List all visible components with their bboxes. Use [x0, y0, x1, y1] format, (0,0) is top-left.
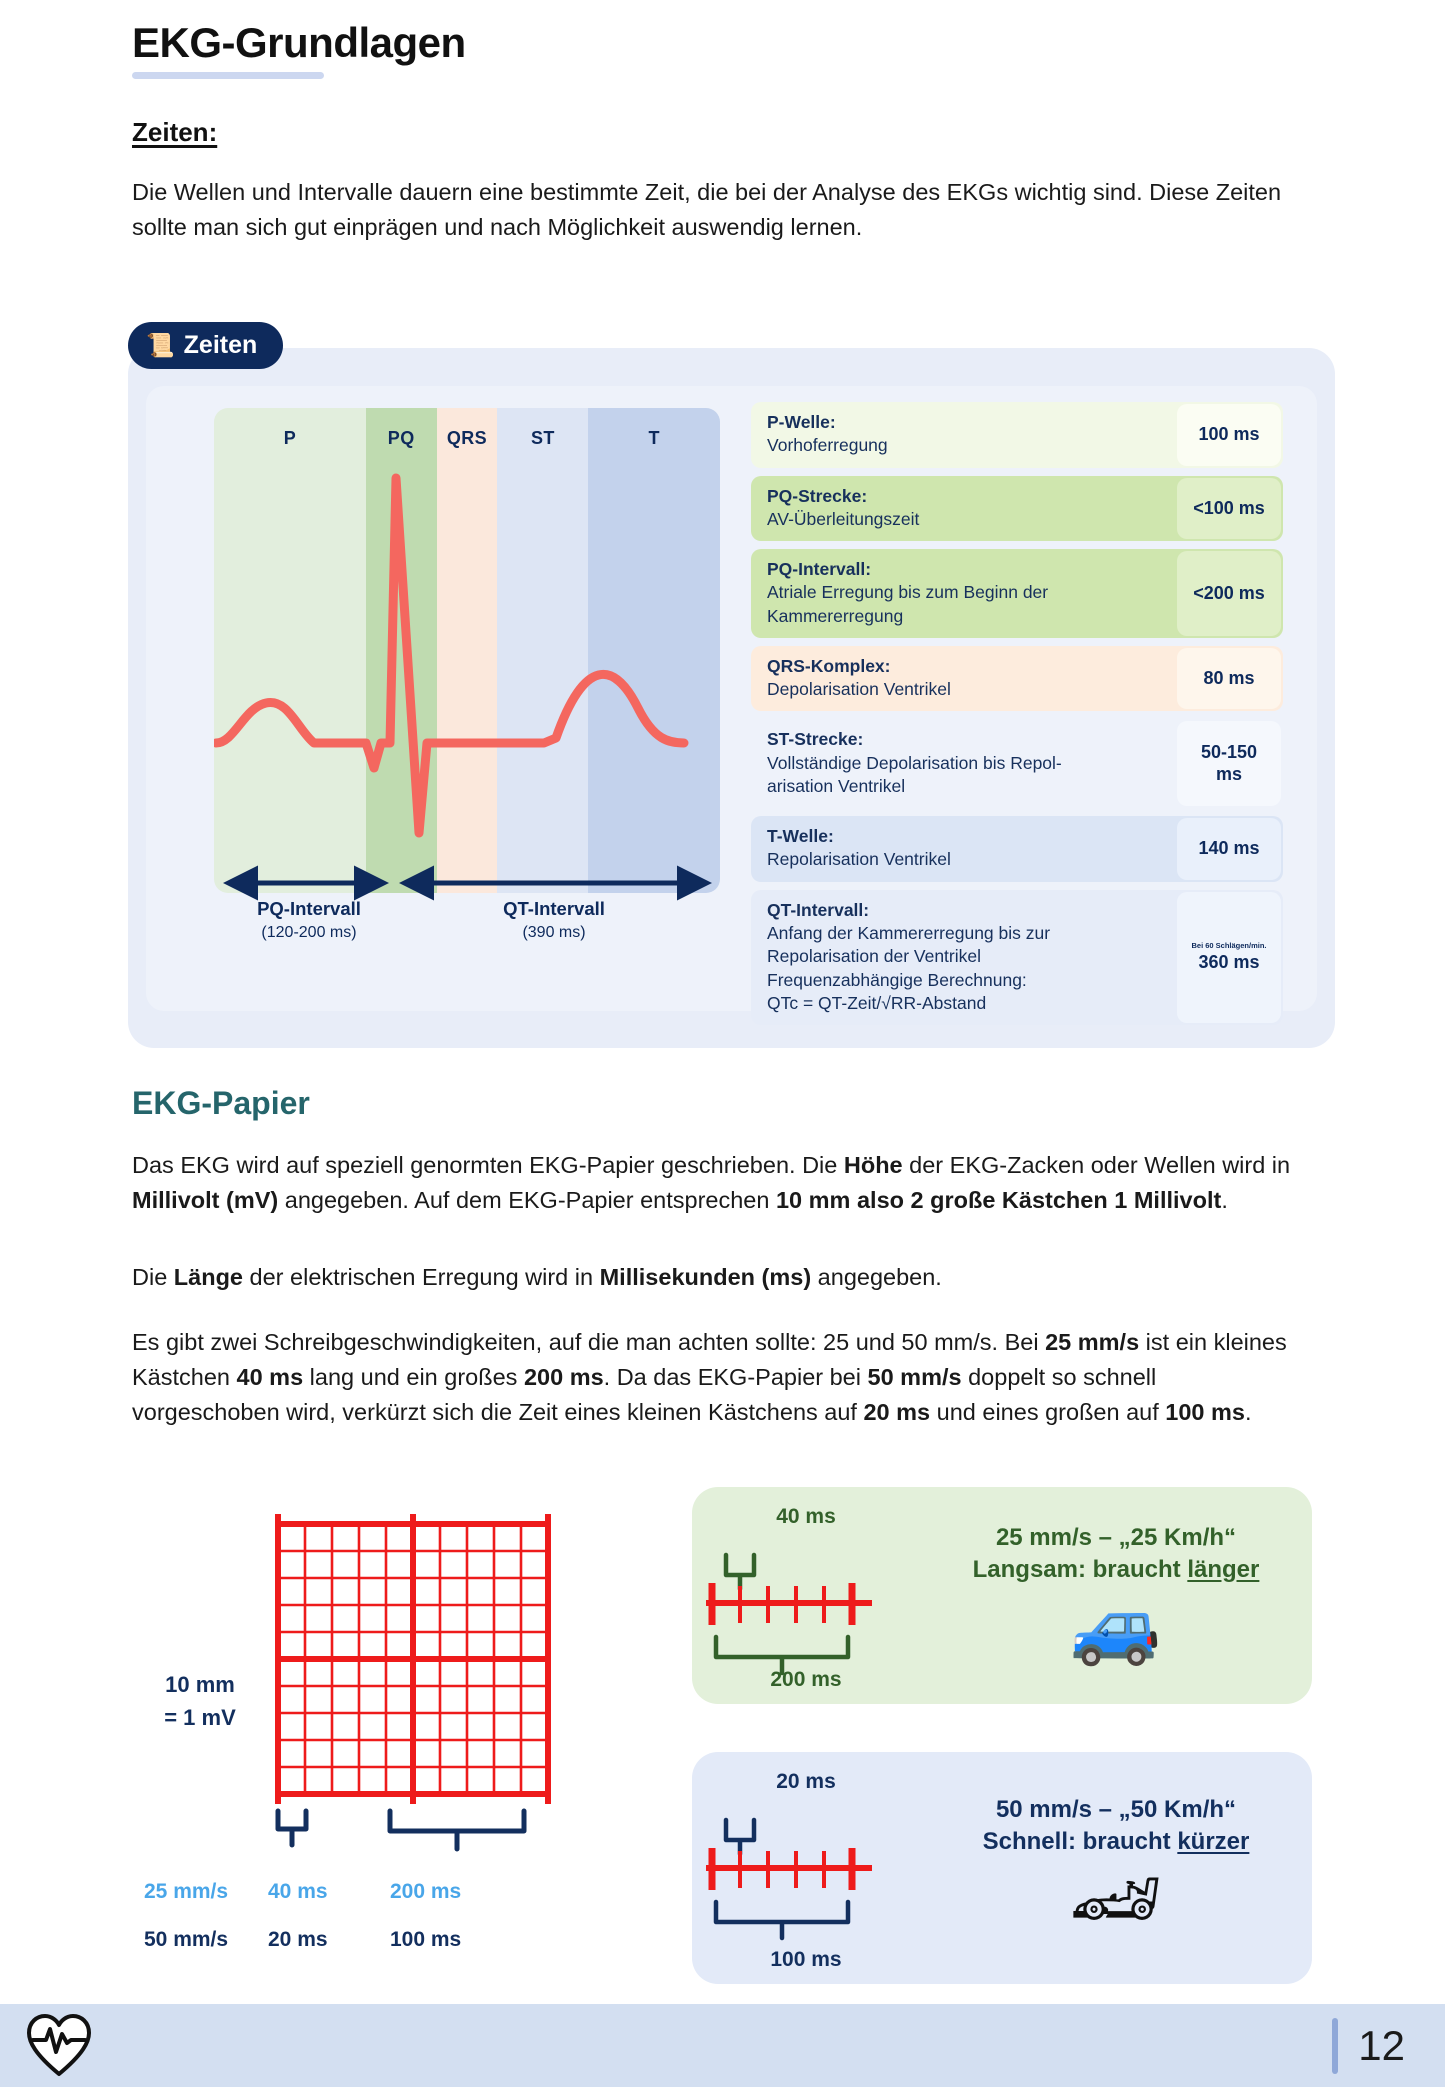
- heart-pulse-icon: [25, 2012, 93, 2078]
- table-row: [751, 476, 1283, 542]
- paragraph-3-text: . Da das EKG-Papier bei: [603, 1363, 868, 1390]
- ekg-band-label: QRS: [446, 428, 488, 448]
- paragraph-3-emphasis: 100 ms: [1165, 1398, 1245, 1425]
- speed-card-25-emphasis: länger: [1187, 1555, 1260, 1583]
- paragraph-3-emphasis: 50 mm/s: [867, 1363, 962, 1390]
- table-row-term: T-Welle:: [767, 826, 834, 847]
- paragraph-3-emphasis: 200 ms: [523, 1363, 604, 1390]
- label-large-box-25: 200 ms: [390, 1880, 462, 1903]
- page-number-bar: [1332, 2018, 1338, 2074]
- table-row-value: <100 ms: [1177, 478, 1281, 540]
- sticky-note-icon: 📜: [146, 332, 175, 358]
- table-row: [751, 402, 1283, 468]
- speed-card-50-line1: 50 mm/s – „50 Km/h“: [995, 1796, 1237, 1824]
- speed-card-25: [692, 1487, 1312, 1704]
- speed-card-25-line2: Langsam: braucht länger: [972, 1555, 1260, 1583]
- table-row-description: ST-Strecke: Vollständige Depolarisation bis Repol- arisation Ventrikel: [751, 719, 1177, 808]
- table-row: [751, 816, 1283, 882]
- paragraph-3-text: Es gibt zwei Schreibgeschwindigkeiten, auf die man achten sollte: 25 und 50 mm/s. Bei: [132, 1329, 1046, 1355]
- table-row-term: P-Welle:: [767, 412, 836, 432]
- paragraph-1-emphasis: Millivolt (mV): [132, 1186, 279, 1213]
- table-row-term: QRS-Komplex:: [767, 655, 891, 676]
- paragraph-3-text: ist ein kleines Kästchen: [132, 1329, 1287, 1390]
- table-row-value: Bei 60 Schlägen/min. 360 ms: [1177, 892, 1281, 1023]
- table-row-value: <200 ms: [1177, 551, 1281, 636]
- paragraph-1-text: .: [1221, 1186, 1228, 1213]
- paragraph-3-text: lang und ein großes: [303, 1363, 524, 1390]
- table-row-value: 50-150 ms: [1177, 721, 1281, 806]
- ekg-grid-graphic: [260, 1510, 710, 1830]
- speed-card-50: [692, 1752, 1312, 1984]
- speed-card-25-line1: 25 mm/s – „25 Km/h“: [995, 1523, 1237, 1551]
- red-sports-car-icon: 🏎: [1069, 1856, 1163, 1940]
- mini-small-label-25: 40 ms: [776, 1505, 836, 1528]
- speed-card-50-emphasis: kürzer: [1177, 1828, 1250, 1855]
- zeiten-panel: [128, 348, 1335, 1048]
- page-number: 12: [1358, 2021, 1405, 2069]
- ekg-band-label: ST: [530, 428, 555, 448]
- grid-measure-brackets: [265, 1805, 685, 1875]
- pq-interval-label: PQ-Intervall (120-200 ms): [257, 898, 361, 941]
- table-row-description: QT-Intervall: Anfang der Kammererregung bis zur Repolarisation der Ventrikel Frequenzabhängige Berechnung: QTc = QT-Zeit/√RR-Abstand: [751, 890, 1177, 1025]
- label-small-box-50: 20 ms: [268, 1928, 328, 1951]
- speed-card-25-text: [920, 1522, 1312, 1669]
- paragraph-3-text: .: [1245, 1398, 1252, 1425]
- paragraph-2-text: Die: [132, 1264, 174, 1290]
- table-row-description: QRS-Komplex: Depolarisation Ventrikel: [751, 646, 1177, 712]
- table-row: [751, 890, 1283, 1025]
- mini-small-label-50: 20 ms: [776, 1770, 836, 1793]
- table-row-term: PQ-Strecke:: [767, 485, 868, 506]
- paragraph-2-text: angegeben.: [811, 1264, 942, 1290]
- paragraph-2: [132, 1260, 1292, 1295]
- table-row-description: P-Welle: Vorhoferregung: [751, 402, 1177, 468]
- table-row: [751, 646, 1283, 712]
- table-row-value: 80 ms: [1177, 648, 1281, 710]
- table-row-description: PQ-Intervall: Atriale Erregung bis zum Beginn der Kammererregung: [751, 549, 1177, 638]
- table-row: [751, 549, 1283, 638]
- paragraph-1-text: der EKG-Zacken oder Wellen wird in: [902, 1152, 1291, 1178]
- paragraph-2-text: der elektrischen Erregung wird in: [243, 1264, 600, 1290]
- ekg-trace: [214, 408, 720, 893]
- paragraph-3: [132, 1325, 1292, 1429]
- page-title-block: [132, 20, 466, 79]
- table-row-value: 100 ms: [1177, 404, 1281, 466]
- ekg-band-label: P: [283, 428, 297, 448]
- paragraph-3-emphasis: 25 mm/s: [1045, 1329, 1140, 1355]
- paragraph-1: [132, 1148, 1292, 1218]
- paragraph-2-emphasis: Länge: [173, 1264, 244, 1290]
- paragraph-3-emphasis: 40 ms: [236, 1363, 304, 1390]
- yellow-car-icon: 🚙: [1069, 1584, 1163, 1668]
- paragraph-1-text: angegeben. Auf dem EKG-Papier entsprechen: [278, 1186, 776, 1213]
- interval-arrows: [214, 863, 720, 983]
- mini-grid-25: [692, 1487, 920, 1704]
- table-row-value-note: Bei 60 Schlägen/min.: [1191, 941, 1267, 951]
- label-large-box-50: 100 ms: [390, 1928, 462, 1951]
- label-speed-50: 50 mm/s: [144, 1928, 229, 1951]
- ekg-band-label: PQ: [387, 428, 415, 448]
- mini-grid-50: [692, 1752, 920, 1984]
- page-number-block: [1332, 2018, 1405, 2074]
- table-row-term: PQ-Intervall:: [767, 559, 872, 580]
- paragraph-1-text: Das EKG wird auf speziell genormten EKG-Papier geschrieben. Die: [132, 1152, 844, 1178]
- zeiten-badge-label: Zeiten: [183, 331, 258, 359]
- subsection-heading-zeiten: Zeiten:: [132, 117, 218, 147]
- mini-ruler-25: [692, 1531, 920, 1681]
- paragraph-2-emphasis: Millisekunden (ms): [599, 1264, 812, 1290]
- speed-card-50-line2: Schnell: braucht kürzer: [982, 1828, 1250, 1855]
- table-row-value: 140 ms: [1177, 818, 1281, 880]
- zeiten-card: [146, 386, 1317, 1011]
- label-speed-25: 25 mm/s: [144, 1880, 229, 1903]
- page-title: EKG-Grundlagen: [132, 19, 466, 66]
- qt-interval-label: QT-Intervall (390 ms): [503, 898, 605, 941]
- paragraph-3-emphasis: 20 ms: [863, 1398, 931, 1425]
- paragraph-3-text: und eines großen auf: [930, 1398, 1166, 1425]
- table-row-description: T-Welle: Repolarisation Ventrikel: [751, 816, 1177, 882]
- label-small-box-25: 40 ms: [268, 1880, 328, 1903]
- zeiten-intro-paragraph: Die Wellen und Intervalle dauern eine bestimmte Zeit, die bei der Analyse des EKGs wichtig sind. Diese Zeiten sollte man sich gut einprägen und nach Möglichkeit auswendig lernen.: [132, 179, 1282, 240]
- page-footer: [0, 2004, 1445, 2087]
- mini-large-label-25: 200 ms: [770, 1668, 842, 1691]
- ekg-paper-grid-figure: [140, 1490, 660, 1960]
- table-row-term: ST-Strecke:: [767, 729, 864, 750]
- table-row-term: QT-Intervall:: [767, 899, 870, 920]
- paragraph-1-emphasis: Höhe: [843, 1152, 903, 1178]
- paragraph-3-text: doppelt so schnell vorgeschoben wird, verkürzt sich die Zeit eines kleinen Kästchens auf: [132, 1363, 1157, 1425]
- ekg-band-label: T: [648, 428, 660, 448]
- ekg-intervals-table: [751, 402, 1283, 1025]
- paragraph-1-emphasis: 10 mm also 2 große Kästchen 1 Millivolt: [775, 1186, 1222, 1213]
- table-row-description: PQ-Strecke: AV-Überleitungszeit: [751, 476, 1177, 542]
- title-underline: [132, 72, 324, 79]
- grid-height-label: 10 mm = 1 mV: [164, 1672, 236, 1730]
- table-row: [751, 719, 1283, 808]
- section-heading-ekg-papier: EKG-Papier: [132, 1085, 310, 1121]
- speed-card-50-text: [920, 1794, 1312, 1941]
- ekg-waveform-diagram: [214, 408, 720, 988]
- mini-ruler-50: [692, 1800, 920, 1950]
- zeiten-badge: [128, 322, 283, 369]
- mini-large-label-50: 100 ms: [770, 1948, 842, 1971]
